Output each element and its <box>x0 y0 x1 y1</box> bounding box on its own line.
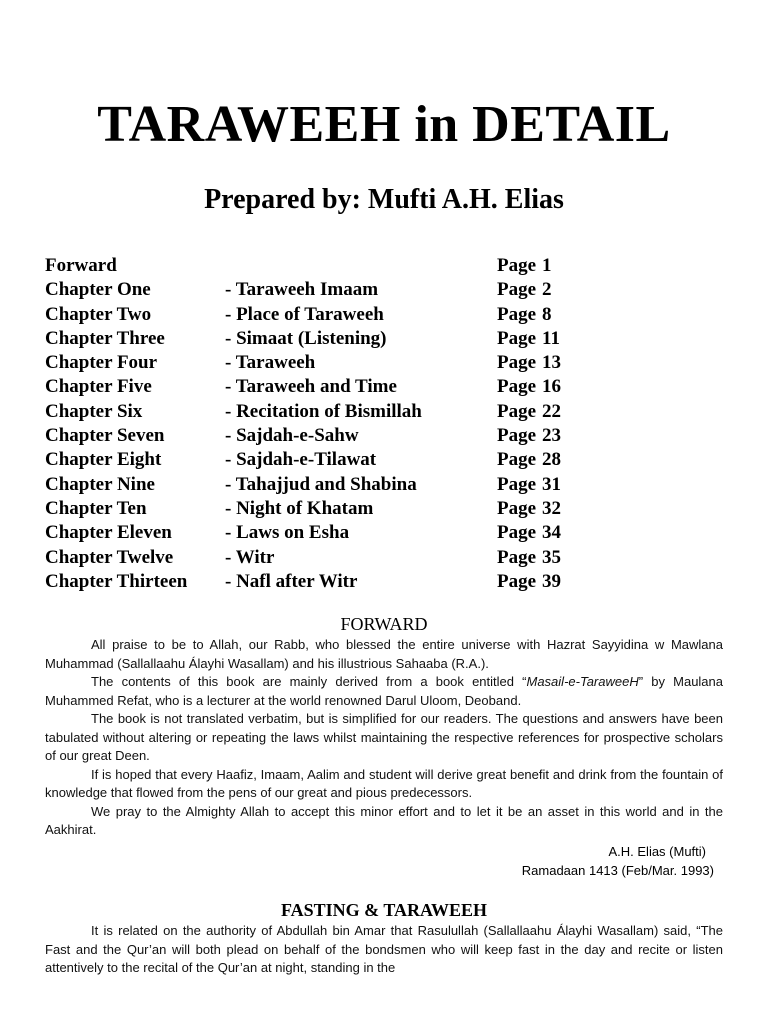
toc-page-label: Page <box>497 449 537 471</box>
toc-row <box>45 473 605 497</box>
toc-chapter: Chapter One <box>45 279 151 301</box>
toc-page <box>497 375 561 399</box>
fasting-heading: FASTING & TARAWEEH <box>280 900 488 920</box>
toc-page <box>497 521 561 545</box>
forward-body <box>45 636 723 840</box>
forward-p2-start: The contents of this book are mainly derived from a book entitled “ <box>91 674 527 689</box>
toc-page-number: 11 <box>542 327 560 349</box>
toc-page-label: Page <box>497 400 537 422</box>
toc-page <box>497 351 561 375</box>
toc-title: - Sajdah-e-Sahw <box>225 425 359 447</box>
toc-row <box>45 254 605 278</box>
toc-title: - Taraweeh <box>225 352 316 374</box>
toc-row <box>45 546 605 570</box>
toc-chapter: Chapter Three <box>45 327 165 349</box>
toc-title: - Night of Khatam <box>225 497 374 519</box>
toc-row <box>45 278 605 302</box>
toc-page <box>497 424 561 448</box>
toc-row <box>45 570 605 594</box>
toc-chapter: Chapter Ten <box>45 497 147 519</box>
toc-page <box>497 546 561 570</box>
signature-name: A.H. Elias (Mufti) <box>608 844 706 859</box>
toc-page-number: 8 <box>542 303 552 325</box>
toc-page-label: Page <box>497 279 537 301</box>
toc-page-label: Page <box>497 255 537 276</box>
toc-page-label: Page <box>497 473 537 495</box>
toc-row <box>45 303 605 327</box>
toc-page <box>497 254 552 278</box>
document-author: Prepared by: Mufti A.H. Elias <box>204 184 564 215</box>
toc-page-label: Page <box>497 303 537 325</box>
toc-row <box>45 497 605 521</box>
toc-title: - Laws on Esha <box>225 522 350 544</box>
toc-page-number: 1 <box>542 255 552 276</box>
toc-title: - Sajdah-e-Tilawat <box>225 449 377 471</box>
toc-title: - Recitation of Bismillah <box>225 400 422 422</box>
forward-paragraph: All praise to be to Allah, our Rabb, who blessed the entire universe with Hazrat Sayyidina w Mawlana Muhammad (Sallallaahu Álayhi Wasallam) and his illustrious Sahaaba (R.A.). <box>45 637 723 671</box>
toc-page <box>497 473 561 497</box>
toc-chapter: Chapter Nine <box>45 473 155 495</box>
toc-row <box>45 424 605 448</box>
toc-title: - Taraweeh and Time <box>225 376 397 398</box>
toc-page <box>497 497 561 521</box>
table-of-contents <box>45 254 605 594</box>
toc-page-number: 35 <box>542 546 562 568</box>
toc-page-number: 32 <box>542 497 562 519</box>
fasting-paragraph: It is related on the authority of Abdullah bin Amar that Rasulullah (Sallallaahu Álayhi Wasallam) said, “The Fast and the Qur’an will both plead on behalf of the bondsmen who will keep fast in the day and recite or listen attentively to the recital of the Qur’an at night, standing in the <box>45 923 723 975</box>
toc-title: - Witr <box>225 546 275 568</box>
forward-paragraph: We pray to the Almighty Allah to accept this minor effort and to let it be an asset in this world and in the Aakhirat. <box>45 803 723 837</box>
fasting-body <box>45 922 723 978</box>
toc-page-number: 13 <box>542 352 562 374</box>
toc-row <box>45 375 605 399</box>
toc-title: - Place of Taraweeh <box>225 303 384 325</box>
toc-page-label: Page <box>497 570 537 592</box>
toc-page-number: 39 <box>542 570 562 592</box>
book-title: Masail-e-TaraweeH <box>526 674 639 689</box>
toc-row <box>45 327 605 351</box>
toc-page-label: Page <box>497 376 537 398</box>
forward-paragraph <box>45 673 723 710</box>
toc-row <box>45 521 605 545</box>
toc-page <box>497 448 561 472</box>
toc-page <box>497 278 552 302</box>
toc-chapter: Chapter Seven <box>45 425 165 447</box>
toc-page-number: 16 <box>542 376 562 398</box>
toc-chapter: Chapter Five <box>45 376 152 398</box>
toc-page-number: 22 <box>542 400 562 422</box>
toc-page-number: 31 <box>542 473 562 495</box>
toc-title: - Nafl after Witr <box>225 570 358 592</box>
document-title: TARAWEEH in DETAIL <box>97 96 671 153</box>
toc-title: - Simaat (Listening) <box>225 327 387 349</box>
toc-page <box>497 400 561 424</box>
toc-page <box>497 327 560 351</box>
forward-p2-end: ” by Maulana Muhammed Refat, who is a lecturer at the world renowned Darul Uloom, Deoband. <box>45 674 723 708</box>
toc-chapter: Chapter Four <box>45 352 158 374</box>
toc-title: - Taraweeh Imaam <box>225 279 379 301</box>
toc-page-label: Page <box>497 352 537 374</box>
toc-page-number: 34 <box>542 522 562 544</box>
toc-page-label: Page <box>497 327 537 349</box>
forward-paragraph: The book is not translated verbatim, but is simplified for our readers. The questions and answers have been tabulated without altering or repeating the laws whilst maintaining the respective references for prospective scholars of our great Deen. <box>45 711 723 763</box>
toc-title: - Tahajjud and Shabina <box>225 473 417 495</box>
toc-chapter: Forward <box>45 255 117 276</box>
toc-page-number: 2 <box>542 279 552 301</box>
toc-page-label: Page <box>497 425 537 447</box>
toc-row <box>45 448 605 472</box>
toc-row <box>45 351 605 375</box>
toc-chapter: Chapter Twelve <box>45 546 174 568</box>
toc-page-label: Page <box>497 522 537 544</box>
toc-chapter: Chapter Eleven <box>45 522 172 544</box>
forward-paragraph: If is hoped that every Haafiz, Imaam, Aalim and student will derive great benefit and drink from the fountain of knowledge that flowed from the pens of our great and pious predecessors. <box>45 766 723 800</box>
toc-page-label: Page <box>497 497 537 519</box>
toc-chapter: Chapter Eight <box>45 449 162 471</box>
toc-page <box>497 303 552 327</box>
toc-page-number: 23 <box>542 425 562 447</box>
toc-page-number: 28 <box>542 449 562 471</box>
toc-chapter: Chapter Thirteen <box>45 570 188 592</box>
toc-row <box>45 400 605 424</box>
signature-date: Ramadaan 1413 (Feb/Mar. 1993) <box>521 863 714 878</box>
forward-heading: FORWARD <box>340 614 428 634</box>
toc-page-label: Page <box>497 546 537 568</box>
toc-page <box>497 570 561 594</box>
toc-chapter: Chapter Six <box>45 400 143 422</box>
toc-chapter: Chapter Two <box>45 303 152 325</box>
